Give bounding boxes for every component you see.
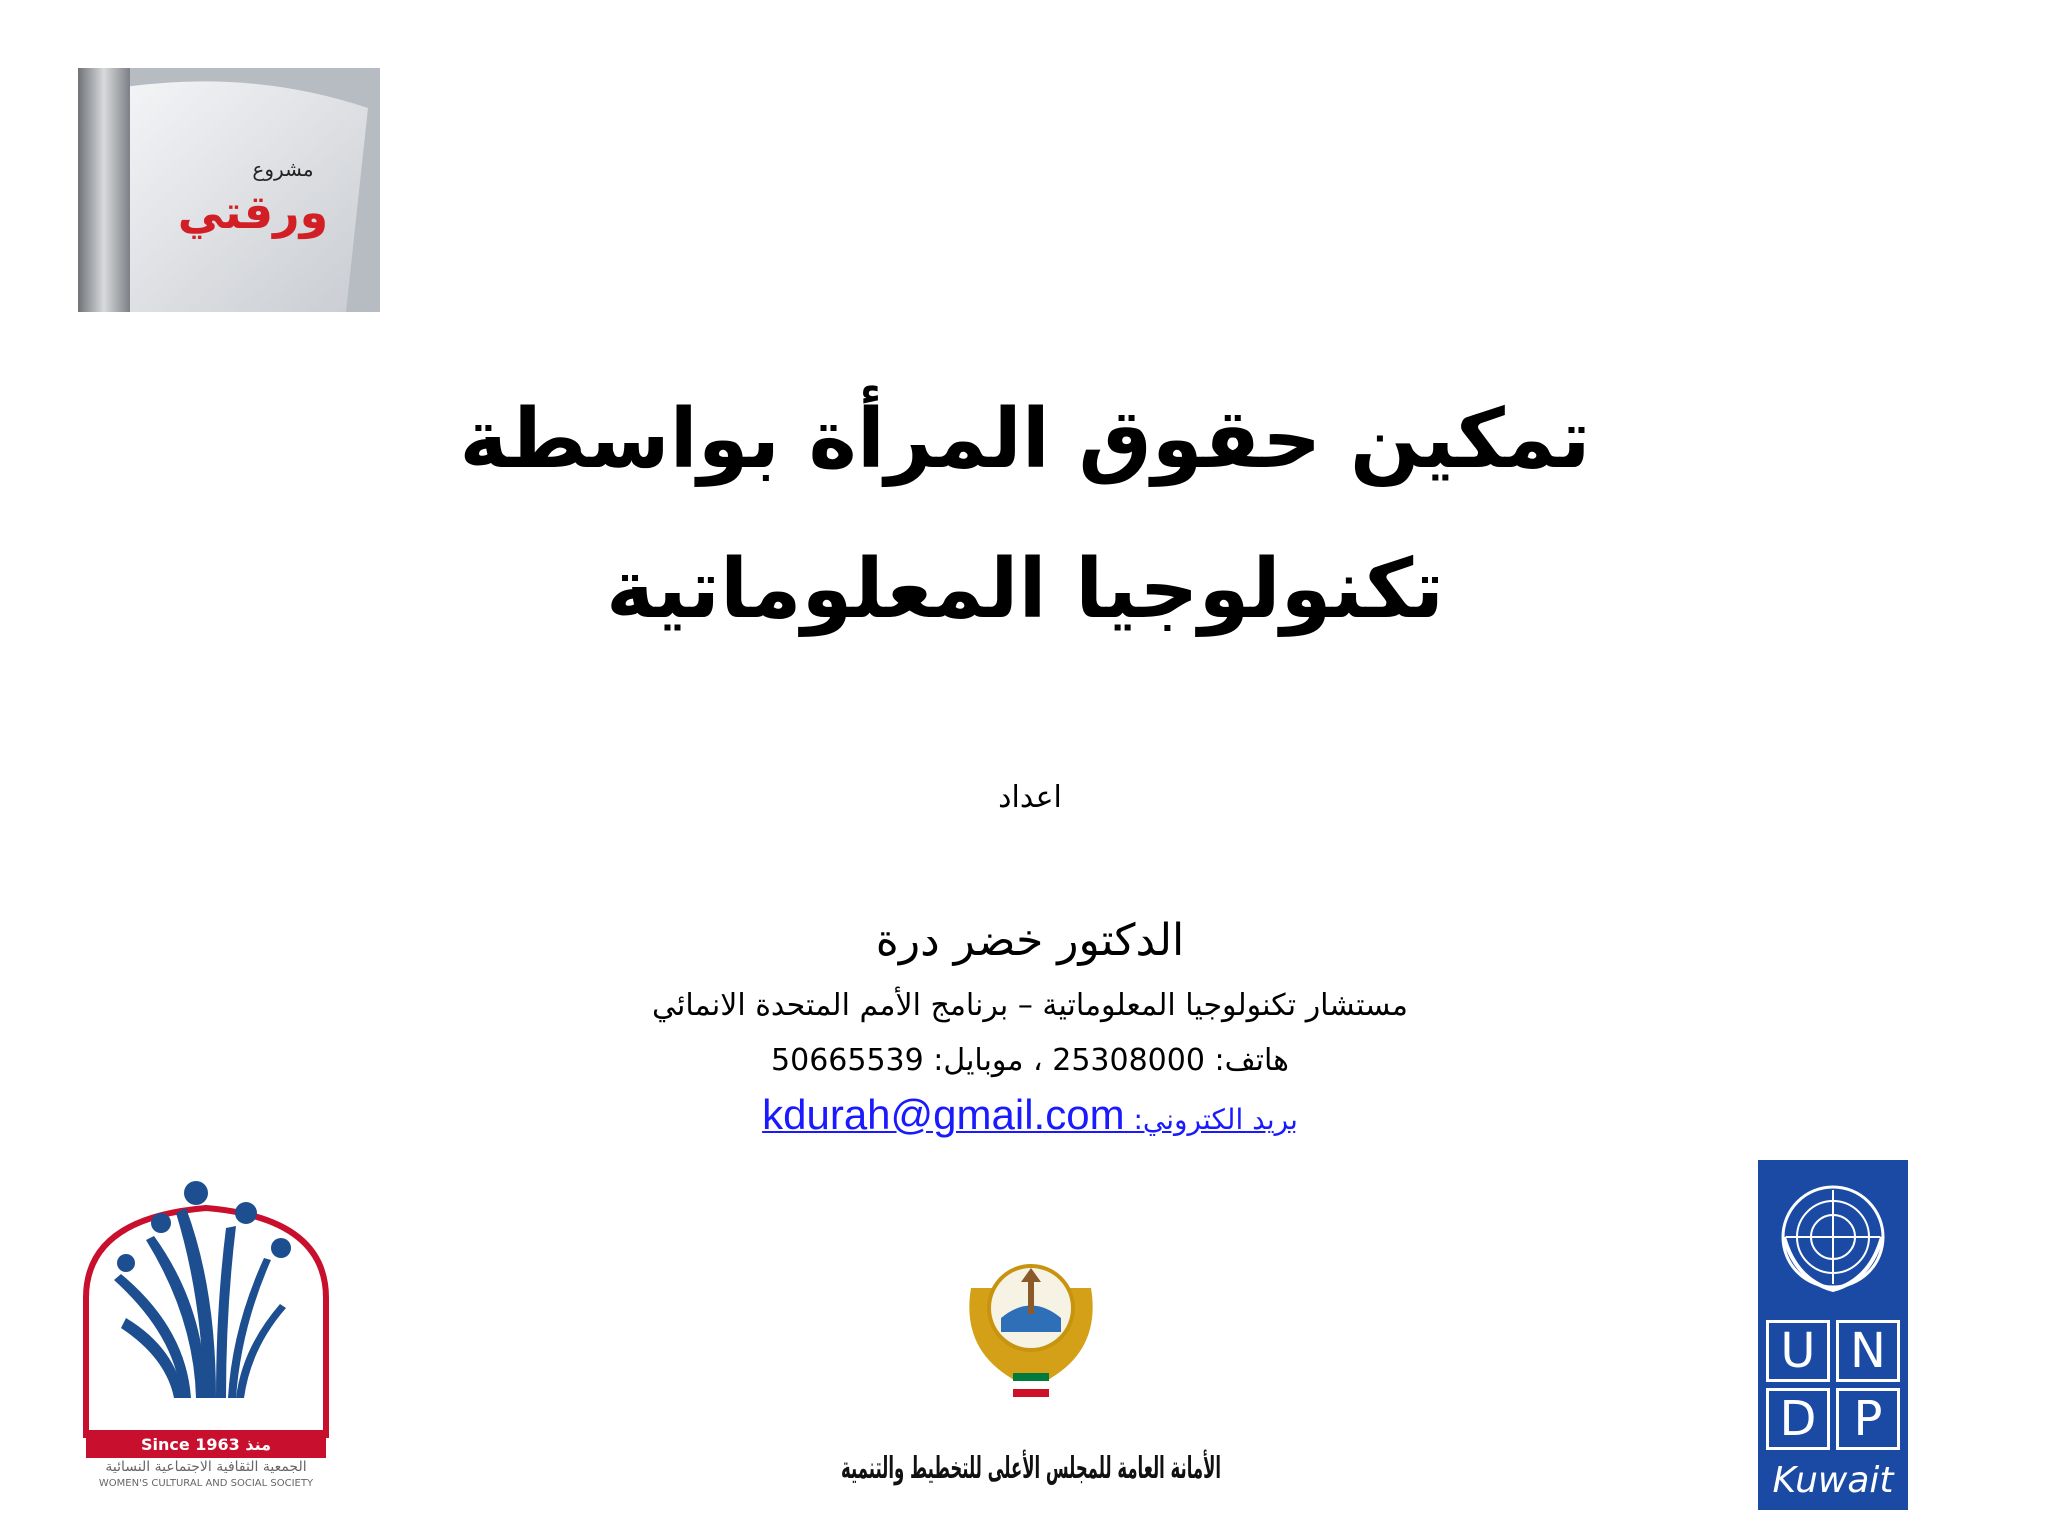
email-address[interactable]: kdurah@gmail.com — [762, 1091, 1125, 1138]
author-phone: هاتف: 25308000 ، موبايل: 50665539 — [771, 1043, 1289, 1078]
author-name: الدكتور خضر درة — [875, 915, 1185, 966]
undp-letter-d: D — [1766, 1388, 1830, 1450]
wcss-since-text: Since 1963 منذ — [140, 1435, 272, 1454]
undp-logo — [1758, 1160, 1908, 1510]
wcss-arabic-text: الجمعية الثقافية الاجتماعية النسائية — [105, 1459, 307, 1475]
warqati-logo — [78, 68, 380, 312]
author-email-link[interactable] — [560, 1087, 1500, 1148]
author-role: مستشار تكنولوجيا المعلوماتية – برنامج الأمم المتحدة الانمائي — [652, 988, 1408, 1023]
paper-big-text: ورقتي — [177, 185, 329, 239]
undp-letter-p: P — [1836, 1388, 1900, 1450]
slide-title — [400, 365, 1650, 665]
undp-letter-grid — [1766, 1320, 1900, 1450]
wcss-logo — [66, 1168, 346, 1488]
planning-council-emblem — [826, 1228, 1534, 1528]
undp-country: Kuwait — [1772, 1460, 1894, 1501]
title-line-1: تمكين حقوق المرأة بواسطة — [459, 392, 1591, 487]
un-globe-icon — [1776, 1180, 1890, 1294]
emblem-calligraphy: الأمانة العامة للمجلس الأعلى للتخطيط والتنمية — [841, 1451, 1534, 1486]
email-label: بريد الكتروني: — [1133, 1103, 1298, 1136]
prepared-by-label: اعداد — [998, 780, 1062, 815]
wcss-english-text: WOMEN'S CULTURAL AND SOCIAL SOCIETY — [98, 1478, 314, 1489]
paper-small-text: مشروع — [252, 157, 314, 181]
author-block — [560, 905, 1500, 1148]
undp-letter-u: U — [1766, 1320, 1830, 1382]
undp-letter-n: N — [1836, 1320, 1900, 1382]
title-line-2: تكنولوجيا المعلوماتية — [605, 542, 1445, 637]
